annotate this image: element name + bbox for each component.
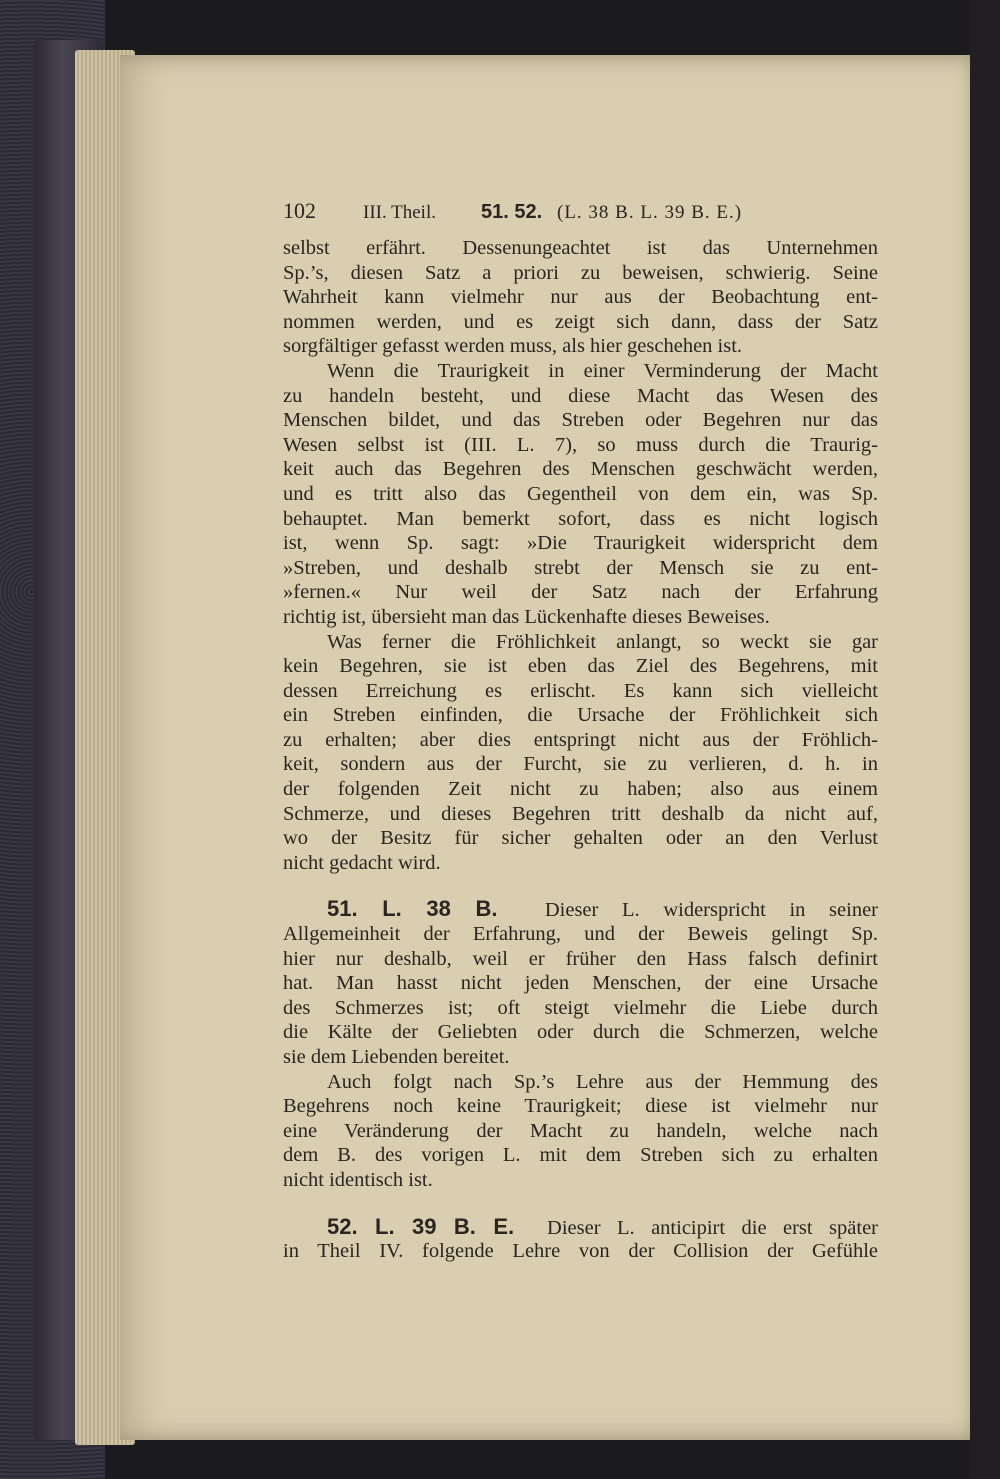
text-line: Allgemeinheit der Erfahrung, und der Beweis gelingt Sp. <box>283 923 878 946</box>
text-line: hier nur deshalb, weil er früher den Hass falsch definirt <box>283 947 878 970</box>
section-51-first-line-text: Dieser L. widerspricht in seiner <box>544 899 878 922</box>
text-line: richtig ist, übersieht man das Lückenhafte dieses Beweises. <box>283 605 770 628</box>
header-reference: (L. 38 B. L. 39 B. E.) <box>557 202 743 223</box>
text-line: ein Streben einfinden, die Ursache der Fröhlichkeit sich <box>283 704 878 727</box>
header-part: III. Theil. <box>363 202 436 223</box>
text-line: Wahrheit kann vielmehr nur aus der Beobachtung ent- <box>283 286 878 309</box>
section-51-heading: 51. L. 38 B. <box>327 897 498 922</box>
text-line: keit auch das Begehren des Menschen geschwächt werden, <box>283 458 878 481</box>
text-line: die Kälte der Geliebten oder durch die Schmerzen, welche <box>283 1021 878 1044</box>
text-line: nicht gedacht wird. <box>283 851 441 874</box>
text-line: wo der Besitz für sicher gehalten oder an den Verlust <box>283 827 878 850</box>
running-header <box>283 198 878 236</box>
text-line: Wenn die Traurigkeit in einer Verminderung der Macht <box>327 359 878 382</box>
text-line: Begehrens noch keine Traurigkeit; diese ist vielmehr nur <box>283 1095 878 1118</box>
text-line: »fernen.« Nur weil der Satz nach der Erfahrung <box>283 581 878 604</box>
text-line: Wesen selbst ist (III. L. 7), so muss durch die Traurig- <box>283 433 878 456</box>
page-text <box>283 198 878 1264</box>
text-line: in Theil IV. folgende Lehre von der Collision der Gefühle <box>283 1240 878 1263</box>
text-line: Sp.’s, diesen Satz a priori zu beweisen, schwierig. Seine <box>283 261 878 284</box>
section-52-heading: 52. L. 39 B. E. <box>327 1214 515 1239</box>
paragraph-main <box>283 236 878 875</box>
text-line: dessen Erreichung es erlischt. Es kann sich vielleicht <box>283 679 878 702</box>
text-line: dem B. des vorigen L. mit dem Streben sich zu erhalten <box>283 1144 878 1167</box>
text-line: eine Veränderung der Macht zu handeln, welche nach <box>283 1119 878 1142</box>
text-line: »Streben, und deshalb strebt der Mensch sie zu ent- <box>283 556 878 579</box>
text-line: nicht identisch ist. <box>283 1168 433 1191</box>
text-line: keit, sondern aus der Furcht, sie zu verlieren, d. h. in <box>283 753 878 776</box>
book-cover-right <box>970 0 1000 1479</box>
text-line: des Schmerzes ist; oft steigt vielmehr die Liebe durch <box>283 996 878 1019</box>
section-52 <box>283 1215 878 1264</box>
text-line: Menschen bildet, und das Streben oder Begehren nur das <box>283 409 878 432</box>
text-line: und es tritt also das Gegentheil von dem ein, was Sp. <box>283 482 878 505</box>
text-line: kein Begehren, sie ist eben das Ziel des Begehrens, mit <box>283 655 878 678</box>
text-line: nommen werden, und es zeigt sich dann, dass der Satz <box>283 310 878 333</box>
section-51-first-line <box>283 897 878 922</box>
text-line: sorgfältiger gefasst werden muss, als hier geschehen ist. <box>283 335 743 358</box>
text-line: Was ferner die Fröhlichkeit anlangt, so weckt sie gar <box>327 630 878 653</box>
section-52-first-line-text: Dieser L. anticipirt die erst später <box>547 1216 878 1239</box>
section-52-first-line <box>283 1215 878 1240</box>
text-line: zu erhalten; aber dies entspringt nicht aus der Fröhlich- <box>283 728 878 751</box>
text-line: zu handeln besteht, und diese Macht das Wesen des <box>283 384 878 407</box>
page-number: 102 <box>283 198 316 223</box>
text-line: hat. Man hasst nicht jeden Menschen, der eine Ursache <box>283 972 878 995</box>
text-line: ist, wenn Sp. sagt: »Die Traurigkeit widerspricht dem <box>283 532 878 555</box>
text-line: selbst erfährt. Dessenungeachtet ist das Unternehmen <box>283 237 878 259</box>
text-line: der folgenden Zeit nicht zu haben; also aus einem <box>283 778 878 801</box>
text-line: behauptet. Man bemerkt sofort, dass es nicht logisch <box>283 507 878 530</box>
text-line: Schmerze, und dieses Begehren tritt deshalb da nicht auf, <box>283 802 878 825</box>
header-sections: 51. 52. <box>481 201 543 223</box>
section-51 <box>283 897 878 1192</box>
text-line: Auch folgt nach Sp.’s Lehre aus der Hemmung des <box>327 1070 878 1093</box>
text-line: sie dem Liebenden bereitet. <box>283 1046 510 1068</box>
